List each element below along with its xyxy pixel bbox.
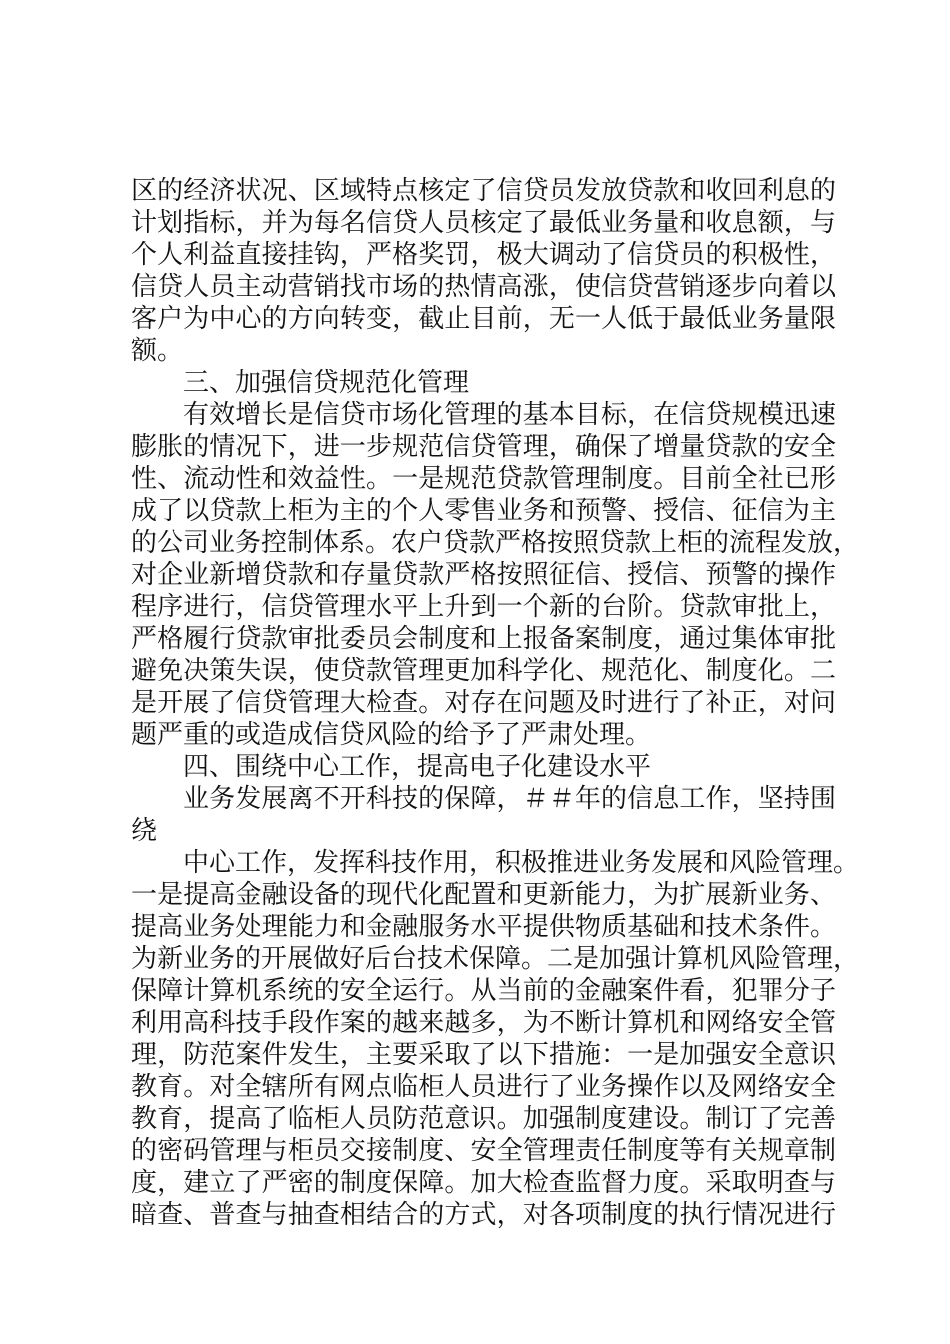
- text-line: 信贷人员主动营销找市场的热情高涨，使信贷营销逐步向着以: [131, 272, 836, 302]
- text-line: 的公司业务控制体系。农户贷款严格按照贷款上柜的流程发放，: [131, 528, 860, 558]
- text-line: 有效增长是信贷市场化管理的基本目标，在信贷规模迅速: [183, 400, 836, 430]
- text-line: 绕: [131, 816, 158, 846]
- text-line: 四、围绕中心工作，提高电子化建设水平: [183, 752, 652, 782]
- text-line: 严格履行贷款审批委员会制度和上报备案制度，通过集体审批: [131, 624, 836, 654]
- text-line: 提高业务处理能力和金融服务水平提供物质基础和技术条件。: [131, 912, 836, 942]
- text-line: 计划指标，并为每名信贷人员核定了最低业务量和收息额，与: [131, 208, 836, 238]
- text-line: 成了以贷款上柜为主的个人零售业务和预警、授信、征信为主: [131, 496, 836, 526]
- text-line: 是开展了信贷管理大检查。对存在问题及时进行了补正，对问: [131, 688, 836, 718]
- text-line: 业务发展离不开科技的保障，＃＃年的信息工作，坚持围: [183, 784, 836, 814]
- text-line: 度，建立了严密的制度保障。加大检查监督力度。采取明查与: [131, 1168, 836, 1198]
- text-line: 客户为中心的方向转变，截止目前，无一人低于最低业务量限: [131, 304, 836, 334]
- text-line: 暗查、普查与抽查相结合的方式，对各项制度的执行情况进行: [131, 1200, 836, 1230]
- text-line: 区的经济状况、区域特点核定了信贷员发放贷款和收回利息的: [131, 176, 836, 206]
- text-line: 中心工作，发挥科技作用，积极推进业务发展和风险管理。: [183, 848, 860, 878]
- text-line: 教育，提高了临柜人员防范意识。加强制度建设。制订了完善: [131, 1104, 836, 1134]
- text-line: 程序进行，信贷管理水平上升到一个新的台阶。贷款审批上，: [131, 592, 836, 622]
- text-line: 一是提高金融设备的现代化配置和更新能力，为扩展新业务、: [131, 880, 836, 910]
- text-line: 膨胀的情况下，进一步规范信贷管理，确保了增量贷款的安全: [131, 432, 836, 462]
- text-line: 性、流动性和效益性。一是规范贷款管理制度。目前全社已形: [131, 464, 836, 494]
- text-line: 利用高科技手段作案的越来越多，为不断计算机和网络安全管: [131, 1008, 836, 1038]
- text-line: 教育。对全辖所有网点临柜人员进行了业务操作以及网络安全: [131, 1072, 836, 1102]
- text-line: 为新业务的开展做好后台技术保障。二是加强计算机风险管理，: [131, 944, 860, 974]
- text-line: 题严重的或造成信贷风险的给予了严肃处理。: [131, 720, 652, 750]
- document-body: [131, 175, 860, 1231]
- text-line: 的密码管理与柜员交接制度、安全管理责任制度等有关规章制: [131, 1136, 836, 1166]
- text-line: 个人利益直接挂钩，严格奖罚，极大调动了信贷员的积极性，: [131, 240, 836, 270]
- text-line: 对企业新增贷款和存量贷款严格按照征信、授信、预警的操作: [131, 560, 836, 590]
- text-line: 理，防范案件发生，主要采取了以下措施：一是加强安全意识: [131, 1040, 836, 1070]
- text-line: 避免决策失误，使贷款管理更加科学化、规范化、制度化。二: [131, 656, 836, 686]
- text-line: 三、加强信贷规范化管理: [183, 368, 470, 398]
- text-line: 保障计算机系统的安全运行。从当前的金融案件看，犯罪分子: [131, 976, 836, 1006]
- text-line: 额。: [131, 336, 184, 366]
